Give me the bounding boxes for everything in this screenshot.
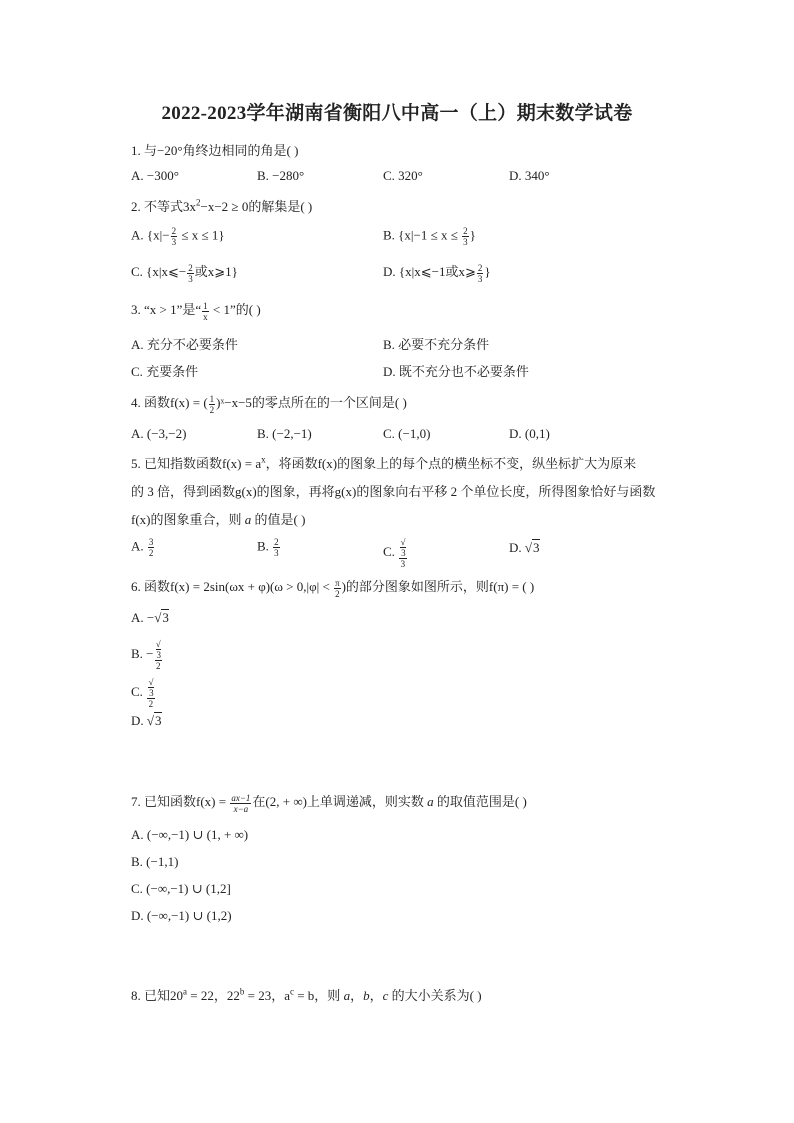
question-1-stem: 1. 与−20°角终边相同的角是( ) — [131, 143, 299, 158]
question-5-line-3: f(x)的图象重合，则 a 的值是( ) — [131, 512, 306, 527]
q7-option-a: A. (−∞,−1) ∪ (1, + ∞) — [131, 827, 249, 842]
q6-option-d: D. √3 — [131, 713, 162, 728]
q4-option-a: A. (−3,−2) — [131, 426, 187, 441]
q5-option-a: A. $\frac{3}{2}$ — [131, 537, 154, 558]
q2-option-a: A. {x|− $\frac{2}{3}$ ≤ x ≤ 1} — [131, 226, 225, 247]
question-5-line-2: 的 3 倍，得到函数g(x)的图象，再将g(x)的图象向右平移 2 个单位长度，所得图象恰好与函数 — [131, 484, 656, 499]
q4-option-d: D. (0,1) — [509, 426, 550, 441]
q5-option-d: D. √3 — [509, 540, 540, 555]
q5-option-b: B. $\frac{2}{3}$ — [257, 537, 279, 558]
q7-option-c: C. (−∞,−1) ∪ (1,2] — [131, 881, 231, 896]
q6-option-b: B. − √ 3 2 — [131, 639, 162, 671]
question-4-stem: 4. 函数f(x) = ( $\frac{1}{2}$ )ˣ−x−5的零点所在的一个区间是( ) — [131, 393, 407, 415]
q6-option-c: C. √ 3 2 — [131, 677, 154, 709]
q3-option-a: A. 充分不必要条件 — [131, 337, 238, 352]
question-5-line-1: 5. 已知指数函数$f(x) = a^x$，将函数f(x)的图象上的每个点的横坐标不变，纵坐标扩大为原来 — [131, 454, 637, 471]
q1-option-c: C. 320° — [383, 168, 423, 183]
q5-option-c: C. √ 3 3 — [383, 537, 406, 569]
q4-option-b: B. (−2,−1) — [257, 426, 312, 441]
q3-option-b: B. 必要不充分条件 — [383, 337, 490, 352]
q6-option-a: A. −√3 — [131, 610, 169, 625]
q1-option-d: D. 340° — [509, 168, 550, 183]
q2-option-c: C. {x|x⩽− $\frac{2}{3}$ 或x⩾1} — [131, 262, 238, 284]
question-6-stem: 6. 函数f(x) = 2sin(ωx + φ)(ω > 0,|φ| < $\frac{\pi}{2}$ )的部分图象如图所示，则f(π) = ( ) — [131, 577, 535, 599]
q2-option-b: B. {x|−1 ≤ x ≤ $\frac{2}{3}$ } — [383, 226, 476, 247]
exam-title: 2022-2023学年湖南省衡阳八中高一（上）期末数学试卷 — [161, 103, 633, 124]
q4-option-c: C. (−1,0) — [383, 426, 431, 441]
question-8-stem: 8. 已知$20^a = 22$，$22^b = 23$，$a^c = b$，则 a，b，c 的大小关系为( ) — [131, 986, 482, 1003]
q7-option-d: D. (−∞,−1) ∪ (1,2) — [131, 908, 232, 923]
question-3-stem: 3. “x > 1”是“ $\frac{1}{x}$ < 1”的( ) — [131, 300, 261, 322]
q1-option-a: A. −300° — [131, 168, 179, 183]
q3-option-c: C. 充要条件 — [131, 364, 199, 379]
q3-option-d: D. 既不充分也不必要条件 — [383, 364, 529, 379]
q2-option-d: D. {x|x⩽−1或x⩾ $\frac{2}{3}$ } — [383, 262, 491, 284]
question-7-stem: 7. 已知函数f(x) = $\frac{ax-1}{x-a}$ 在(2, + ∞)上单调递减，则实数 a 的取值范围是( ) — [131, 792, 527, 814]
question-2-stem: 2. 不等式$3x^2-x-2 \ge 0$的解集是( ) — [131, 197, 313, 214]
q1-option-b: B. −280° — [257, 168, 305, 183]
q7-option-b: B. (−1,1) — [131, 854, 179, 869]
